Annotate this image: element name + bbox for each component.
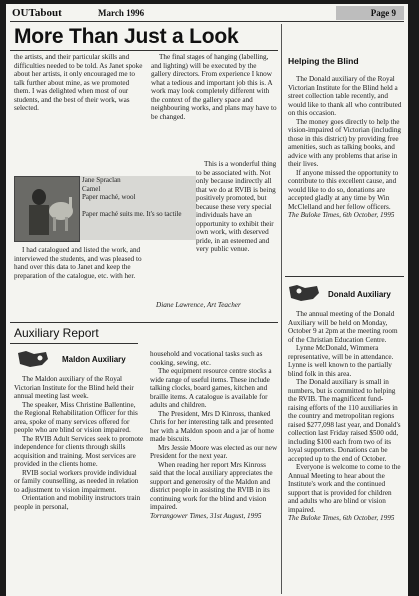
article-col2-p1: The final stages of hanging (labelling, and lighting) will be executed by the gallery directors. From experience I know what a tedious and important job this is. A work may look completely different with the context of the gallery space and neighbouring works, and plans may have to be changed. [151, 53, 277, 121]
header-rule [10, 21, 404, 22]
caption-title: Camel [82, 184, 101, 193]
article-byline: Diane Lawrence, Art Teacher [156, 301, 241, 309]
helping-body [288, 75, 402, 220]
aux-col1-p3: The RVIB Adult Services seek to promote independence for clients through skills acquisition and training. Most services are provided in the clients home. [14, 434, 144, 468]
helping-p3: If anyone missed the opportunity to contribute to this excellent cause, and would like to do so, donations are accepted gladly at any time by Win McClelland and her fellow officers. [288, 168, 399, 211]
page-number: Page 9 [336, 6, 404, 20]
aux-col2-p4: Mrs Jessie Moore was elected as our new President for the next year. [150, 443, 278, 460]
donald-p4: Everyone is welcome to come to the Annual Meeting to hear about the Institute's work and the continued support that is provided for children and adults who are blind or vision impaired. [288, 463, 401, 514]
article-col1-bottom: I had catalogued and listed the work, and interviewed the students, and was pleased to hand over this data to Janet and keep the preparation of the catalogue, etc. with her. [14, 246, 142, 280]
aux-col2-p5: When reading her report Mrs Kinross said that the local auxiliary appreciates the support and generosity of the Maldon and district people in assisting the RVIB in its continuing work for the blind and vision impaired. [150, 460, 273, 511]
helping-p2: The money goes directly to help the vision-impaired of Victorian (including those in this district) by providing free amenities, such as talking books, and advice with any problems that arise in their lives. [288, 117, 402, 168]
caption-medium: Paper maché, wool [82, 193, 136, 202]
issue-date: March 1996 [98, 8, 145, 18]
photo-image-icon [15, 177, 79, 241]
title-donald-auxiliary: Donald Auxiliary [328, 290, 391, 299]
section-title-auxiliary-report: Auxiliary Report [14, 326, 99, 340]
caption-artist: Jane Spraclan [82, 176, 121, 184]
section-rule [10, 322, 278, 323]
helping-p1: The Donald auxiliary of the Royal Victorian Institute for the Blind held a street collection table recently, and would like to thank all who contributed on this occasion. [288, 75, 402, 117]
newsletter-page [6, 4, 408, 596]
photo-caption [82, 176, 192, 218]
section-title-rule [10, 343, 138, 344]
donald-p3: The Donald auxiliary is small in numbers, but is committed to helping the RVIB. The magnificent fund-raising efforts of the 110 auxiliaries in the country and metropolitan regions raised $277,098 last year, and Donald's collection last Friday raised $500 odd, including $100 each from two of its loyal supporters. Donations can be accepted up to the end of October. [288, 378, 401, 463]
page-header [6, 4, 408, 20]
aux-source: Torrangower Times, 31st August, 1995 [150, 511, 262, 520]
aux-col2-p3: The President, Mrs D Kinross, thanked Chris for her interesting talk and presented her with a Maldon spoon and a jar of home made biscuits. [150, 409, 274, 443]
victoria-map-icon [16, 349, 50, 369]
right-rule [285, 276, 404, 277]
aux-col2-p1: household and vocational tasks such as cooking, sewing, etc. [150, 350, 263, 367]
sub-maldon-auxiliary: Maldon Auxiliary [62, 355, 126, 364]
aux-col2-p2: The equipment resource centre stocks a wide range of useful items. These include talking clocks, board games, kitchen and braille items. A catalogue is available for adults and children. [150, 367, 272, 409]
caption-quote: Paper maché suits me. It's so tactile [82, 209, 182, 218]
artwork-photo [14, 176, 80, 242]
masthead: OUTabout [12, 7, 62, 19]
helping-source: The Buloke Times, 6th October, 1995 [288, 211, 395, 219]
aux-col1-p5: Orientation and mobility instructors train people in personal, [14, 494, 141, 511]
aux-col2 [150, 350, 278, 520]
aux-col1-p4: RVIB social workers provide individual or family counselling, as needed in relation to adjustment to vision impairment. [14, 468, 139, 494]
headline-rule [10, 50, 278, 51]
column-divider [281, 24, 282, 594]
donald-p1: The annual meeting of the Donald Auxiliary will be held on Monday, October 9 at 2pm at the meeting room of the Christian Education Centre. [288, 310, 398, 344]
donald-source: The Buloke Times, 6th October, 1995 [288, 514, 395, 522]
article-col1-top: the artists, and their particular skills and difficulties needed to be told. As Janet spoke about her artists, it only encouraged me to talk further about mine, as we promoted them. I was delighted when most of our students, and the best of their work, was selected. [14, 53, 143, 112]
donald-body [288, 310, 402, 523]
article-col2-p2: This is a wonderful thing to be associated with. Not only because indirectly all that we do at RVIB is being positively promoted, but because these very special individuals have an opportunity to exhibit their own work, with deserved pride, in an esteemed and very public venue. [196, 160, 277, 253]
aux-col1 [14, 375, 144, 511]
donald-p2: Lynne McDonald, Wimmera representative, will be in attendance. Lynne is well known to the partially blind folk in this area. [288, 344, 394, 378]
aux-col1-p1: The Maldon auxiliary of the Royal Victorian Institute for the Blind held their annual meeting last week. [14, 375, 134, 400]
aux-col1-p2: The speaker, Miss Christine Ballentine, the Regional Rehabilitation Officer for this area, spoke of many services offered for people who are blind or vision impaired. [14, 400, 138, 434]
headline: More Than Just a Look [14, 25, 239, 48]
victoria-map-icon-2 [287, 283, 321, 303]
title-helping-the-blind: Helping the Blind [288, 56, 359, 66]
